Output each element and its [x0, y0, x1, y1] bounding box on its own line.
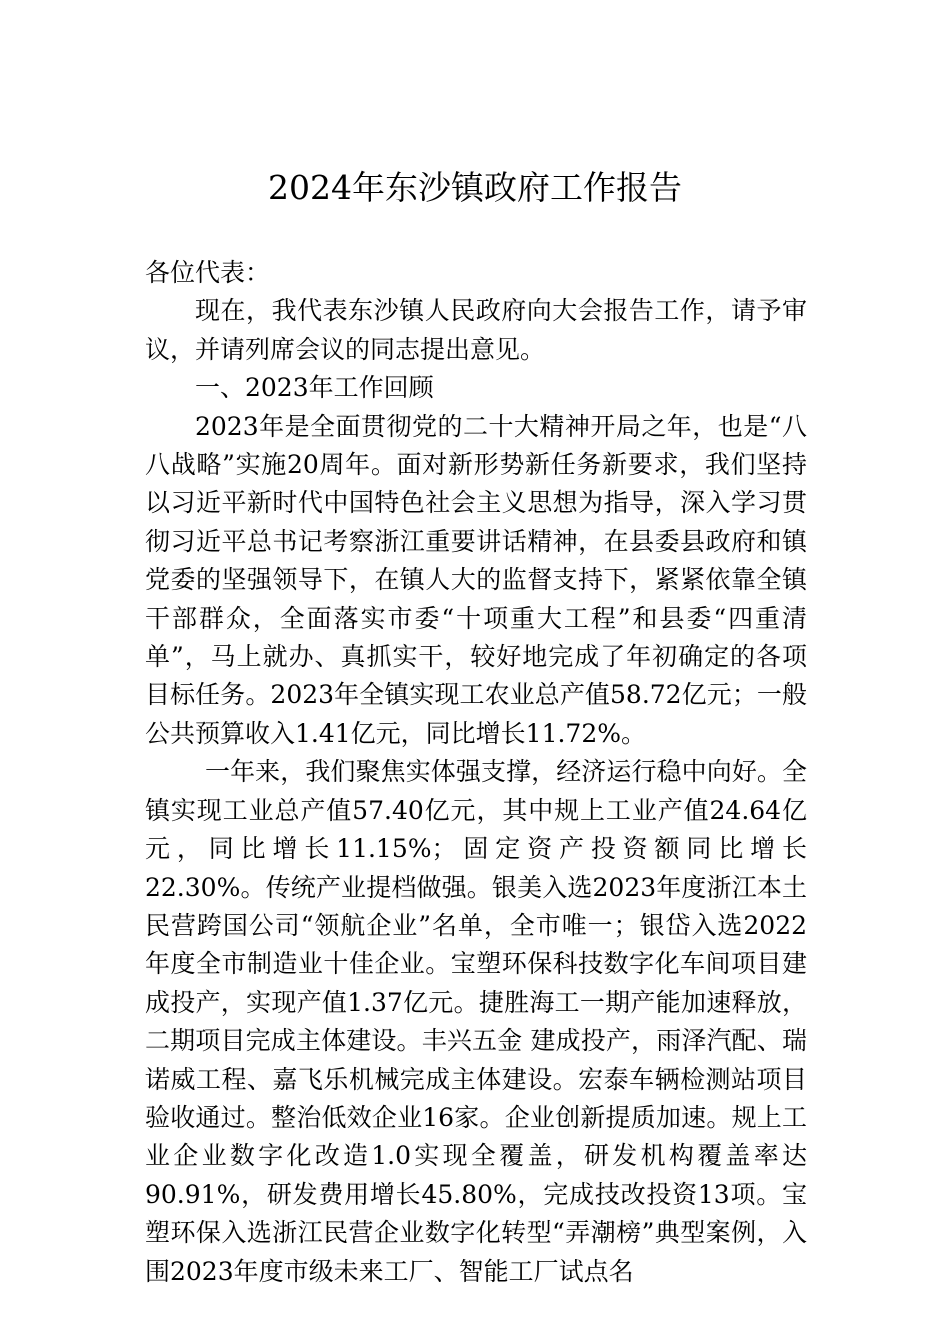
review-paragraph: 2023年是全面贯彻党的二十大精神开局之年，也是“八八战略”实施20周年。面对新形势新任务新要求，我们坚持以习近平新时代中国特色社会主义思想为指导，深入学习贯彻习近平总书记考察浙江重要讲话精神，在县委县政府和镇党委的坚强领导下，在镇人大的监督支持下，紧紧依靠全镇干部群众，全面落实市委“十项重大工程”和县委“四重清单”，马上就办、真抓实干，较好地完成了年初确定的各项目标任务。2023年全镇实现工农业总产值58.72亿元；一般公共预算收入1.41亿元，同比增长11.72%。	[145, 411, 807, 748]
salutation: 各位代表：	[145, 258, 271, 287]
section-heading: 一、2023年工作回顾	[195, 373, 434, 403]
document-title: 2024年东沙镇政府工作报告	[268, 168, 682, 207]
document-body	[145, 254, 807, 1291]
opening-paragraph: 现在，我代表东沙镇人民政府向大会报告工作，请予审议，并请列席会议的同志提出意见。	[145, 296, 807, 364]
economy-paragraph: 一年来，我们聚焦实体强支撑，经济运行稳中向好。全镇实现工业总产值57.40亿元，其中规上工业产值24.64亿元，同比增长11.15%；固定资产投资额同比增长22.30%。传统产业提档做强。银美入选2023年度浙江本土民营跨国公司“领航企业”名单，全市唯一；银岱入选2022年度全市制造业十佳企业。宝塑环保科技数字化车间项目建成投产，实现产值1.37亿元。捷胜海工一期产能加速释放，二期项目完成主体建设。丰兴五金 建成投产，雨泽汽配、瑞诺威工程、嘉飞乐机械完成主体建设。宏泰车辆检测站项目验收通过。整治低效企业16家。企业创新提质加速。规上工业企业数字化改造1.0实现全覆盖，研发机构覆盖率达90.91%，研发费用增长45.80%，完成技改投资13项。宝塑环保入选浙江民营企业数字化转型“弄潮榜”典型案例，入围2023年度市级未来工厂、智能工厂试点名	[145, 757, 807, 1286]
